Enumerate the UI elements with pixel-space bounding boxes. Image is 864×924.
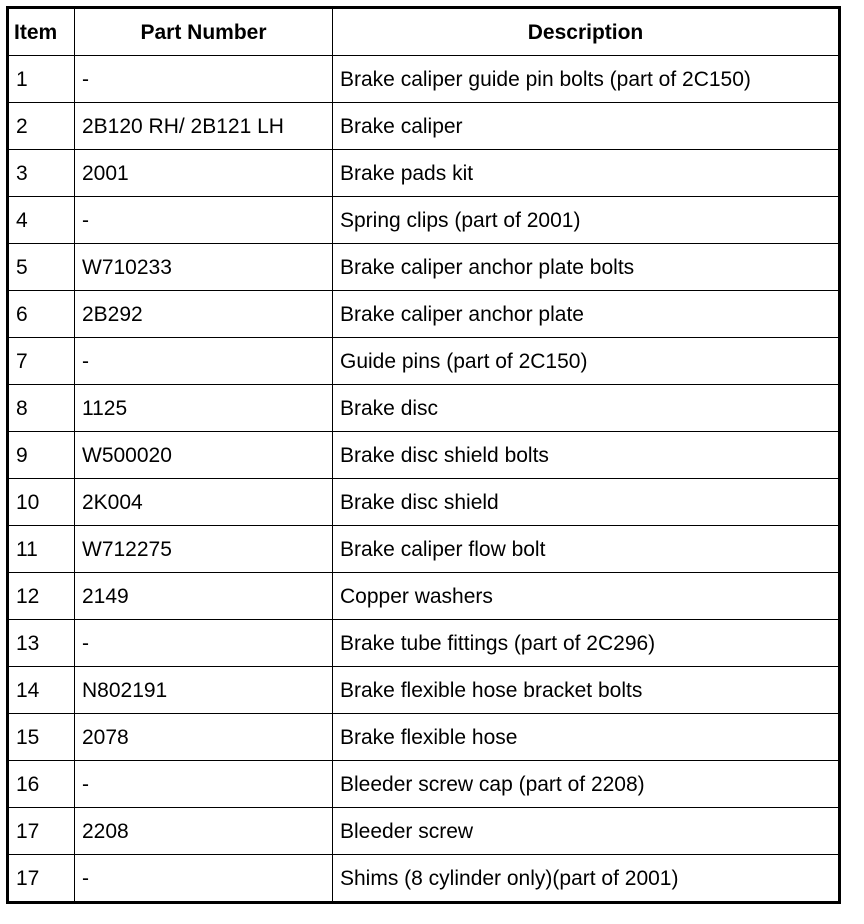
cell-description: Brake caliper flow bolt (333, 526, 840, 573)
cell-part-number: - (75, 620, 333, 667)
table-row (8, 150, 840, 197)
cell-description: Copper washers (333, 573, 840, 620)
cell-description: Bleeder screw cap (part of 2208) (333, 761, 840, 808)
cell-description: Guide pins (part of 2C150) (333, 338, 840, 385)
cell-part-number: - (75, 197, 333, 244)
cell-item: 10 (8, 479, 75, 526)
cell-item: 8 (8, 385, 75, 432)
cell-description: Spring clips (part of 2001) (333, 197, 840, 244)
cell-part-number: - (75, 338, 333, 385)
cell-item: 11 (8, 526, 75, 573)
cell-item: 3 (8, 150, 75, 197)
cell-item: 15 (8, 714, 75, 761)
cell-item: 13 (8, 620, 75, 667)
header-part-number: Part Number (75, 8, 333, 56)
cell-item: 17 (8, 808, 75, 855)
cell-part-number: 1125 (75, 385, 333, 432)
table-row (8, 56, 840, 103)
cell-description: Brake caliper (333, 103, 840, 150)
table-header (8, 8, 840, 56)
table-row (8, 291, 840, 338)
cell-part-number: 2149 (75, 573, 333, 620)
cell-part-number: 2B292 (75, 291, 333, 338)
cell-description: Brake tube fittings (part of 2C296) (333, 620, 840, 667)
table-row (8, 573, 840, 620)
cell-part-number: N802191 (75, 667, 333, 714)
cell-part-number: W710233 (75, 244, 333, 291)
table-row (8, 808, 840, 855)
cell-item: 5 (8, 244, 75, 291)
table-row (8, 244, 840, 291)
cell-part-number: - (75, 56, 333, 103)
header-description: Description (333, 8, 840, 56)
cell-item: 7 (8, 338, 75, 385)
table-row (8, 714, 840, 761)
table-row (8, 197, 840, 244)
cell-item: 16 (8, 761, 75, 808)
cell-part-number: 2K004 (75, 479, 333, 526)
cell-item: 9 (8, 432, 75, 479)
cell-description: Brake disc shield bolts (333, 432, 840, 479)
table-row (8, 855, 840, 903)
cell-item: 14 (8, 667, 75, 714)
cell-description: Brake caliper anchor plate (333, 291, 840, 338)
table-row (8, 526, 840, 573)
table-body (8, 56, 840, 903)
cell-part-number: W500020 (75, 432, 333, 479)
cell-part-number: - (75, 761, 333, 808)
cell-description: Brake flexible hose bracket bolts (333, 667, 840, 714)
cell-description: Brake caliper guide pin bolts (part of 2C150) (333, 56, 840, 103)
cell-item: 6 (8, 291, 75, 338)
header-item: Item (8, 8, 75, 56)
table-row (8, 103, 840, 150)
table-row (8, 761, 840, 808)
cell-description: Brake disc shield (333, 479, 840, 526)
cell-description: Brake caliper anchor plate bolts (333, 244, 840, 291)
cell-part-number: - (75, 855, 333, 903)
cell-description: Brake pads kit (333, 150, 840, 197)
parts-table (6, 6, 841, 904)
cell-description: Brake flexible hose (333, 714, 840, 761)
cell-item: 12 (8, 573, 75, 620)
cell-part-number: 2001 (75, 150, 333, 197)
cell-part-number: W712275 (75, 526, 333, 573)
cell-item: 2 (8, 103, 75, 150)
cell-description: Shims (8 cylinder only)(part of 2001) (333, 855, 840, 903)
cell-part-number: 2B120 RH/ 2B121 LH (75, 103, 333, 150)
table-row (8, 338, 840, 385)
cell-item: 1 (8, 56, 75, 103)
table-row (8, 620, 840, 667)
table-row (8, 667, 840, 714)
cell-item: 17 (8, 855, 75, 903)
cell-part-number: 2208 (75, 808, 333, 855)
table-row (8, 479, 840, 526)
table-row (8, 432, 840, 479)
table-row (8, 385, 840, 432)
cell-part-number: 2078 (75, 714, 333, 761)
header-row (8, 8, 840, 56)
cell-description: Brake disc (333, 385, 840, 432)
cell-item: 4 (8, 197, 75, 244)
cell-description: Bleeder screw (333, 808, 840, 855)
